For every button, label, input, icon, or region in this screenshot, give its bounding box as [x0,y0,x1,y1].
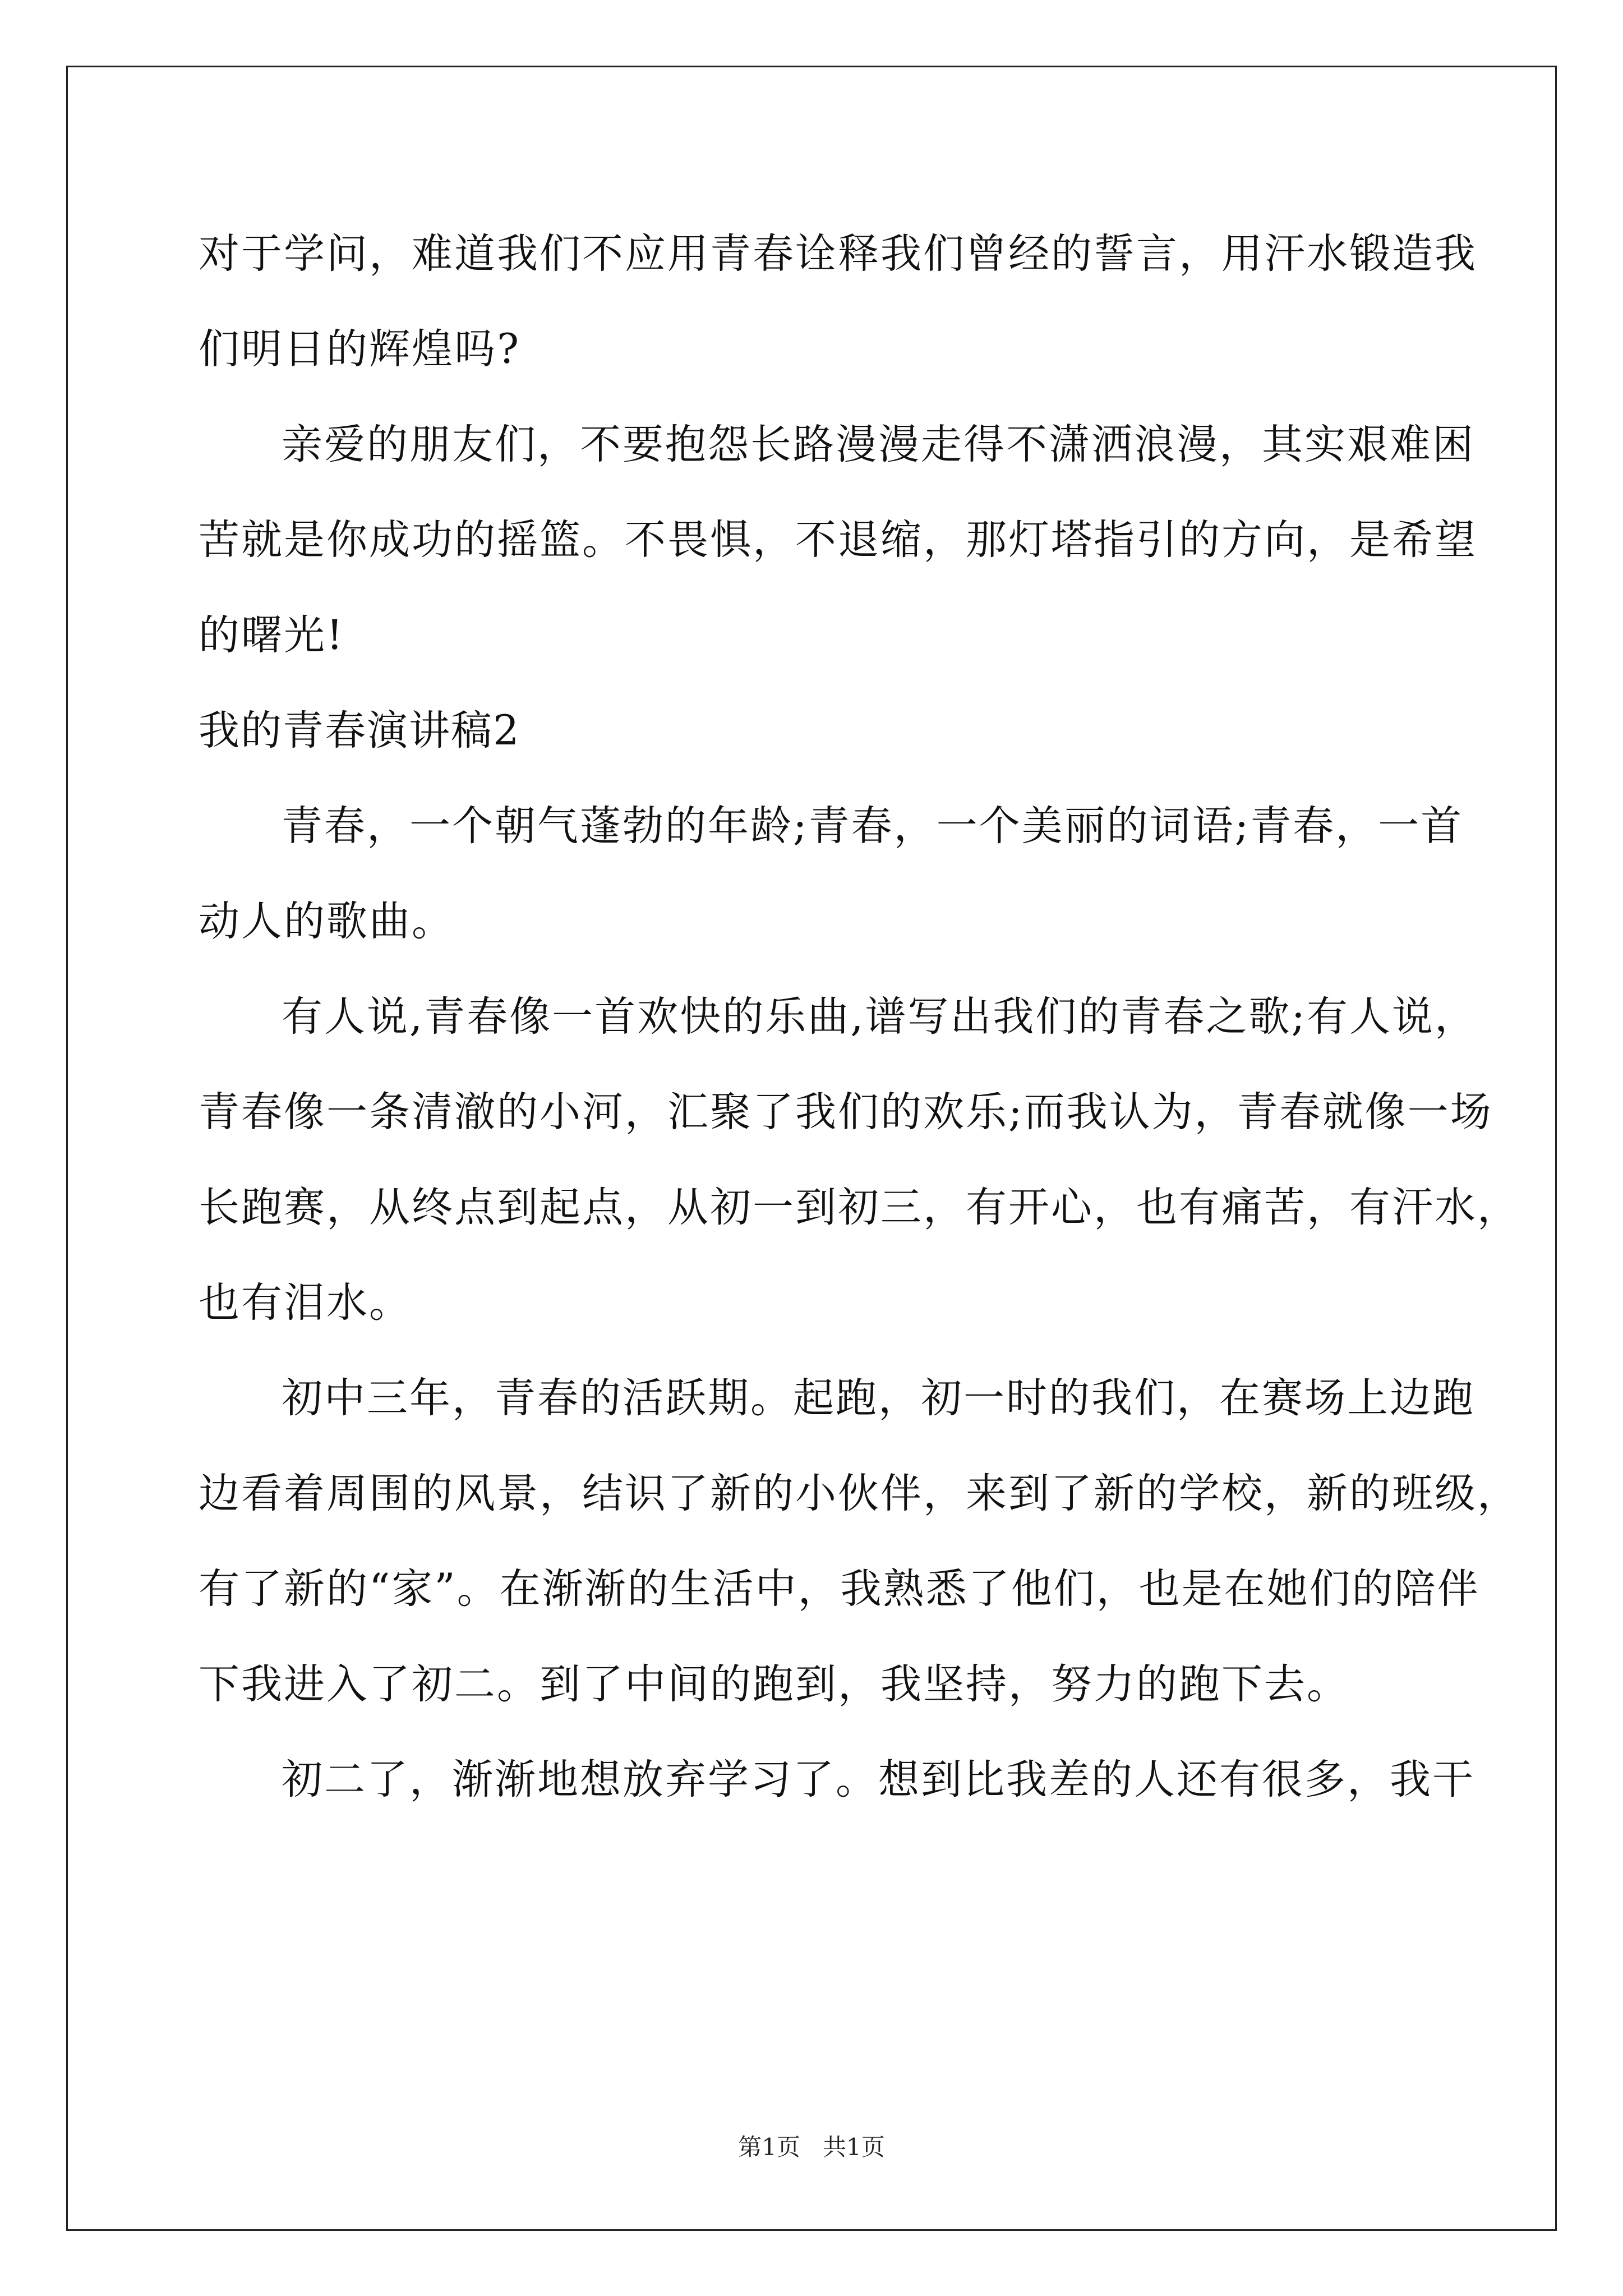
text-line: 有人说,青春像一首欢快的乐曲,谱写出我们的青春之歌;有人说， [282,993,1478,1041]
text-line: 初二了，渐渐地想放弃学习了。想到比我差的人还有很多，我干 [282,1756,1475,1803]
text-line: 青春，一个朝气蓬勃的年龄;青春，一个美丽的词语;青春，一首 [282,802,1464,850]
text-line: 下我进入了初二。到了中间的跑到，我坚持，努力的跑下去。 [199,1660,1349,1708]
text-line: 边看着周围的风景，结识了新的小伙伴，来到了新的学校，新的班级， [199,1470,1520,1517]
section-heading: 我的青春演讲稿2 [199,707,520,754]
text-line: 亲爱的朋友们，不要抱怨长路漫漫走得不潇洒浪漫，其实艰难困 [282,421,1475,468]
text-line: 也有泪水。 [199,1279,412,1327]
document-body [199,212,1520,1833]
text-line: 动人的歌曲。 [199,898,454,945]
text-line: 苦就是你成功的摇篮。不畏惧，不退缩，那灯塔指引的方向，是希望 [199,516,1477,564]
text-line: 初中三年，青春的活跃期。起跑，初一时的我们，在赛场上边跑 [282,1374,1475,1422]
text-line: 的曙光! [199,611,345,659]
text-line: 长跑赛，从终点到起点，从初一到初三，有开心，也有痛苦，有汗水， [199,1184,1520,1231]
text-line: 对于学问，难道我们不应用青春诠释我们曾经的誓言，用汗水锻造我 [199,230,1477,278]
text-line: 们明日的辉煌吗? [199,325,521,373]
text-line: 有了新的“家”。在渐渐的生活中，我熟悉了他们，也是在她们的陪伴 [199,1565,1480,1613]
text-line: 青春像一条清澈的小河，汇聚了我们的欢乐;而我认为，青春就像一场 [199,1088,1493,1136]
page-number-footer: 第1页 共1页 [738,2133,885,2161]
